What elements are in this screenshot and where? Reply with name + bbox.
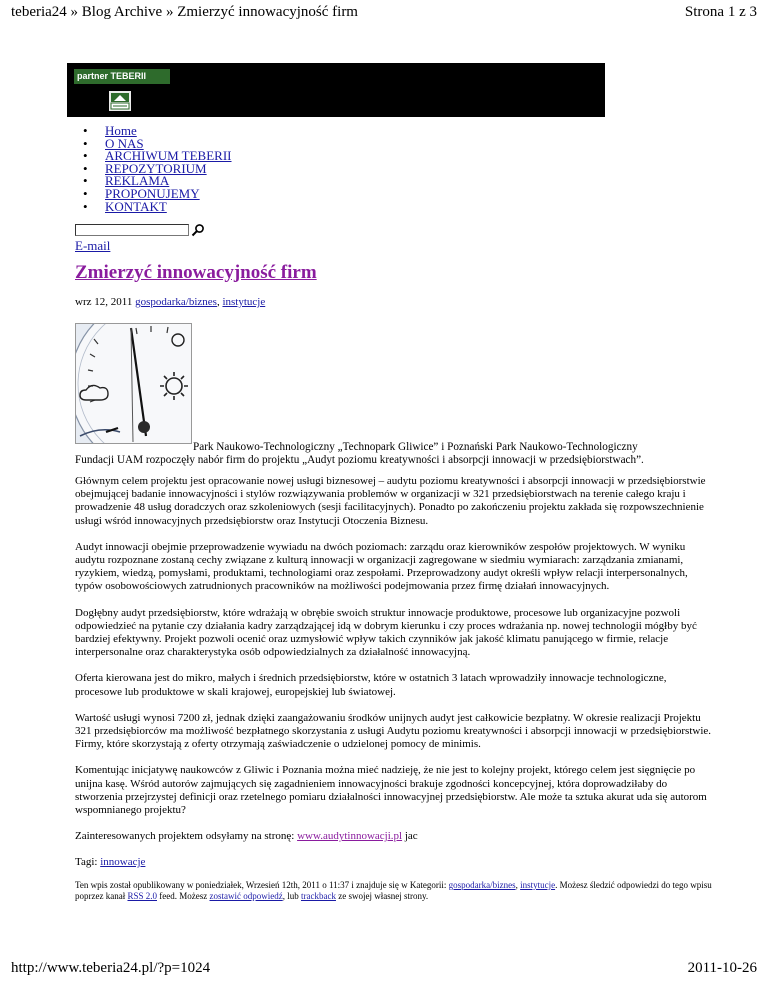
nav-link-home[interactable]: Home [105, 123, 137, 138]
post-title [75, 262, 317, 284]
print-footer-date: 2011-10-26 [687, 960, 757, 976]
search-form [75, 224, 205, 236]
footer-text-2: . Możesz śledzić odpowiedzi do tego wpisu poprzez kanał [75, 880, 712, 902]
post-lead [75, 441, 715, 467]
post-footer-info [75, 880, 715, 903]
nav-link-proponujemy[interactable]: PROPONUJEMY [105, 185, 200, 201]
paragraph-4: Oferta kierowana jest do mikro, małych i średnich przedsiębiorstw, które w ostatnich 3 latach wprowadziły innowacje technologiczne, procesowe lub produktowe w skali krajowej, europejskiej lub światowej. [75, 672, 667, 698]
nav-link-kontakt[interactable]: KONTAKT [105, 198, 167, 214]
tag-link-innowacje[interactable]: innowacje [100, 856, 146, 868]
lead-line-1: Park Naukowo-Technologiczny „Technopark Gliwice” i Poznański Park Naukowo-Technologiczny [193, 441, 638, 453]
footer-text-4: , lub [282, 891, 299, 902]
paragraph-1: Głównym celem projektu jest opracowanie nowej usługi biznesowej – audytu poziomu kreatywności i absorpcji innowacji w przedsiębiorstwie obejmującej badanie innowacyjności i stylów rozwiązywania problemów w organizacji w 321 przedsiębiorstwach na terenie całego kraju i prowadzenie 48 usług doradczych oraz szkoleniowych (sesji facilitacyjnych). Ponadto po zakończeniu projektu zakłada się rozpowszechnienie usługi wśród innowacyjnych przedsiębiorstw oraz Instytucji Otoczenia Biznesu. [75, 475, 706, 527]
footer-text-1: Ten wpis został opublikowany w poniedziałek, Wrzesień 12th, 2011 o 11:37 i znajduje się w Kategorii: [75, 880, 447, 890]
post-title-link[interactable]: Zmierzyć innowacyjność firm [75, 262, 317, 283]
print-header [11, 4, 757, 24]
paragraph-5: Wartość usługi wynosi 7200 zł, jednak dzięki zaangażowaniu środków unijnych audyt jest całkowicie bezpłatny. W okresie realizacji Projektu 321 przedsiębiorców ma możliwość bezpłatnego skorzystania z usługi Audytu poziomu kreatywności i absorpcji innowacji w przedsiębiorstwie. Firmy, które skorzystają z oferty otrzymają zaświadczenie o udzielonej pomocy de minimis. [75, 711, 712, 751]
nav-link-archiwum[interactable]: ARCHIWUM TEBERII [105, 148, 232, 164]
author-initials: jac [404, 830, 418, 843]
footer-text-5: ze swojej własnej strony. [338, 891, 429, 902]
nav-link-o-nas[interactable]: O NAS [105, 135, 144, 151]
print-footer-url: http://www.teberia24.pl/?p=1024 [11, 960, 211, 976]
trackback-link[interactable]: trackback [300, 891, 336, 902]
main-nav [83, 125, 232, 213]
print-page-number: Strona 1 z 3 [684, 4, 757, 20]
footer-separator: , [515, 880, 518, 890]
tags-label: Tagi: [75, 856, 98, 868]
post-meta [75, 296, 265, 308]
post-body [75, 475, 715, 856]
post-tags [75, 856, 145, 868]
category-link-instytucje[interactable]: instytucje [222, 296, 266, 308]
paragraph-2: Audyt innowacji obejmie przeprowadzenie wywiadu na dwóch poziomach: zarządu oraz kierowników zespołów projektowych. W wyniku audytu rozpoznane zostaną cechy związane z kulturą innowacji w organizacji zagregowane w siedmiu wymiarach: zarządzania zmianami, ryzykiem, wiedzą, pomysłami, produktami, technologiami oraz zespołami. Przeprowadzony audyt określi wpływ relacji interpersonalnych, typów osobowościowych zatrudnionych pracowników na możliwości podejmowania przez firmę działań innowacyjnych. [75, 540, 688, 593]
print-header-title: teberia24 » Blog Archive » Zmierzyć innowacyjność firm [11, 4, 358, 20]
teberia-logo-icon [109, 91, 131, 111]
rss-link[interactable]: RSS 2.0 [127, 891, 157, 902]
paragraph-7 [75, 830, 715, 843]
nav-item-kontakt[interactable] [83, 198, 232, 214]
email-link[interactable]: E-mail [75, 238, 111, 253]
audyt-link[interactable]: www.audytinnowacji.pl [297, 830, 403, 843]
reply-link[interactable]: zostawić odpowiedź [209, 891, 283, 902]
meta-separator: , [216, 296, 220, 308]
footer-text-3: feed. Możesz [159, 891, 208, 902]
nav-link-reklama[interactable]: REKLAMA [105, 173, 170, 189]
nav-link-repozytorium[interactable]: REPOZYTORIUM [105, 160, 207, 176]
search-input[interactable] [75, 224, 189, 236]
search-icon[interactable] [191, 223, 205, 237]
post-date: wrz 12, 2011 [75, 296, 133, 308]
print-footer [11, 960, 757, 980]
site-banner [67, 63, 605, 117]
category-link-gospodarka[interactable]: gospodarka/biznes [135, 296, 217, 308]
partner-badge: partner TEBERII [74, 69, 170, 84]
footer-category-link-instytucje[interactable]: instytucje [520, 880, 556, 890]
paragraph-6: Komentując inicjatywę naukowców z Gliwic i Poznania można mieć nadzieję, że nie jest to kolejny projekt, którego celem jest sięgnięcie po unijna kasę. Wśród autorów zajmujących się zagadnieniem innowacyjności brakuje zgodności koncepcyjnej, która doprowadziłaby do stworzenia przejrzystej definicji oraz rzetelnego pomiaru działalności innowacyjnej przedsiębiorstw. Ale może ta sztuka akurat uda się autorom wspomnianego projektu? [75, 764, 707, 817]
barometer-image [75, 323, 192, 444]
lead-line-2: Fundacji UAM rozpoczęły nabór firm do projektu „Audyt poziomu kreatywności i absorpcji innowacji w przedsiębiorstwach”. [75, 454, 644, 466]
paragraph-3: Dogłębny audyt przedsiębiorstw, które wdrażają w obrębie swoich struktur innowacje produktowe, procesowe lub organizacyjne pozwoli odpowiedzieć na pytanie czy działania kadry zarządzającej idą w dobrym kierunku i czy proces wdrażania np. nowej technologii mógłby być bardziej efektywny. Projekt pozwoli ocenić oraz uzmysłowić wpływ takich czynników jak jakość klimatu panującego w firmie, relacje interpersonalne oraz charakterystyka osób odpowiedzialnych za działalność innowacyjną. [75, 606, 697, 659]
footer-category-link-gospodarka[interactable]: gospodarka/biznes [448, 880, 516, 890]
paragraph-7-text: Zainteresowanych projektem odsyłamy na stronę: [75, 830, 295, 843]
